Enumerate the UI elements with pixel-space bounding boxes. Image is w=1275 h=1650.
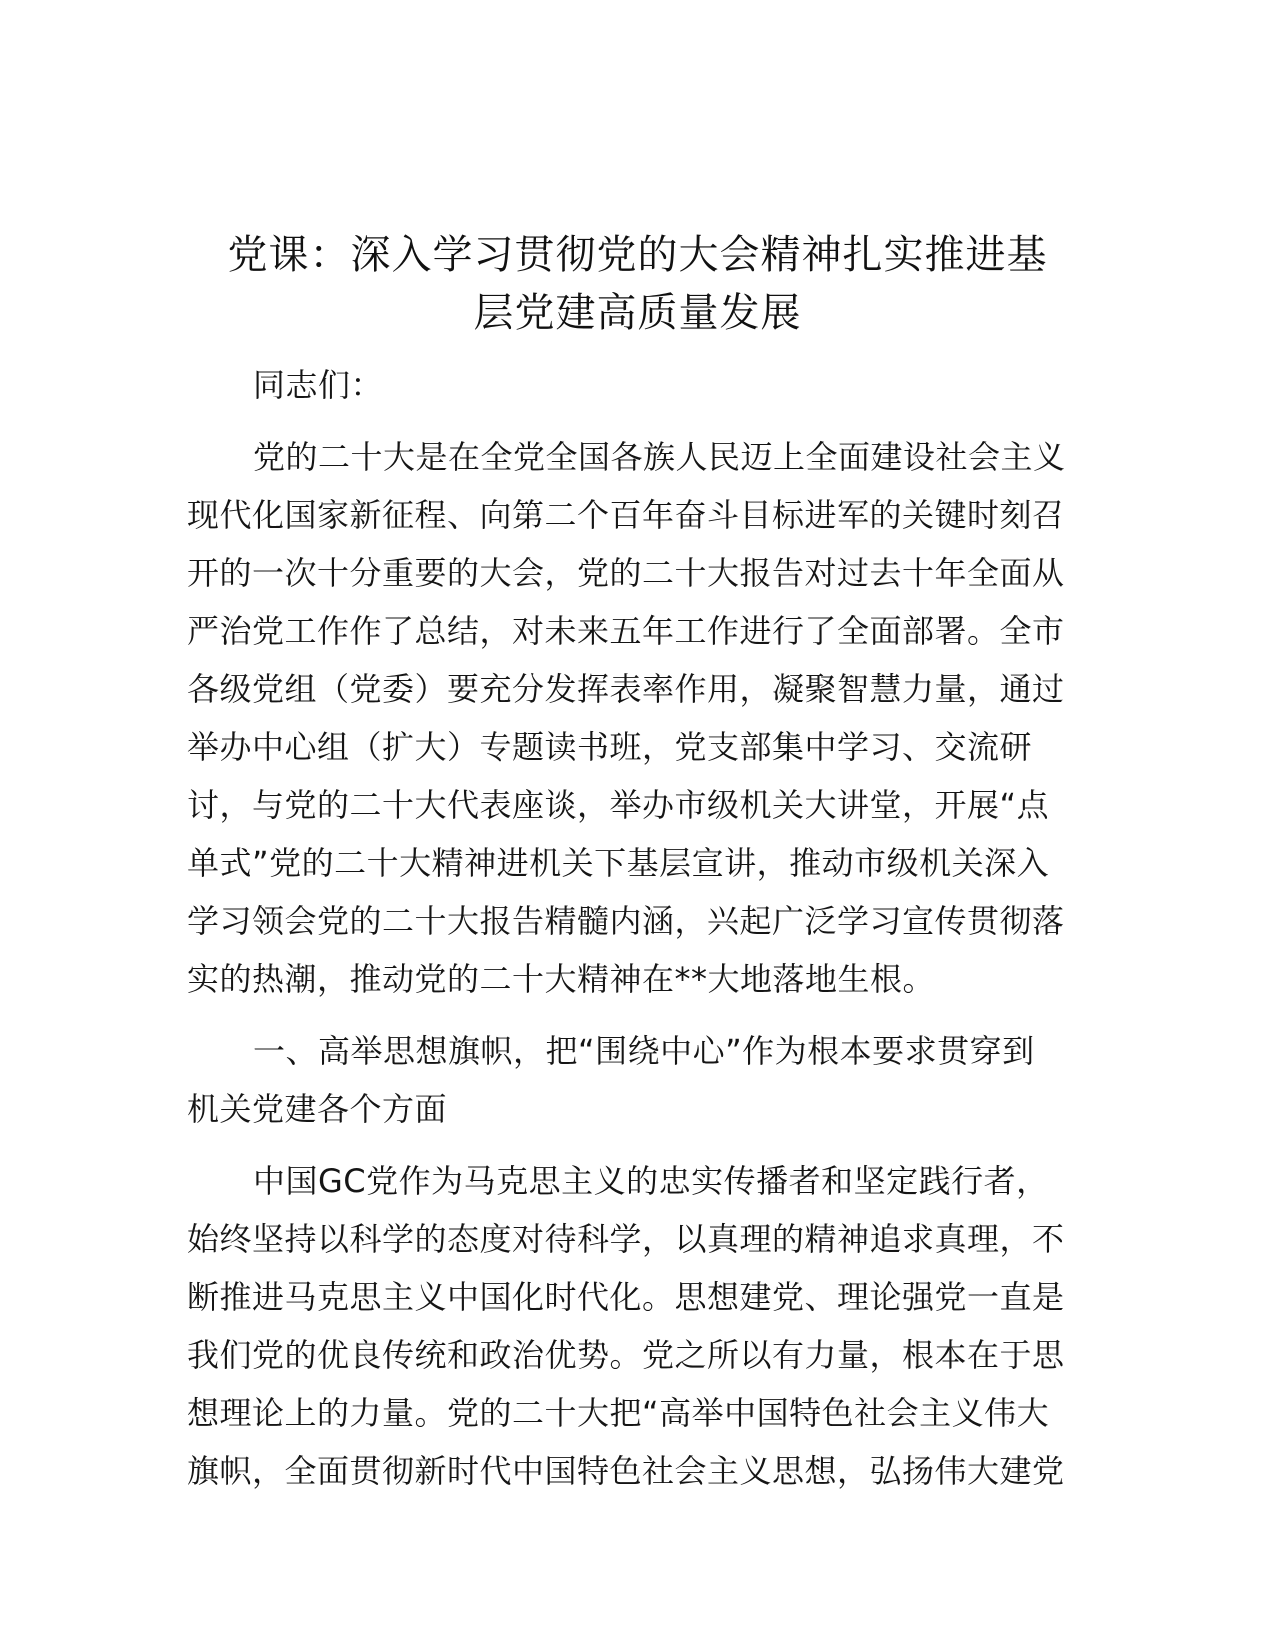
paragraph-line: 举办中心组（扩大）专题读书班，党支部集中学习、交流研: [187, 728, 1033, 766]
paragraph-line: 各级党组（党委）要充分发挥表率作用，凝聚智慧力量，通过: [187, 670, 1065, 708]
title-line: 层党建高质量发展: [473, 290, 802, 336]
paragraph-line: 想理论上的力量。党的二十大把“高举中国特色社会主义伟大: [187, 1394, 1050, 1432]
paragraph-line: 开的一次十分重要的大会，党的二十大报告对过去十年全面从: [187, 554, 1065, 592]
document-body: [187, 356, 1087, 1514]
heading-line: 机关党建各个方面: [187, 1090, 448, 1128]
paragraph-line: 现代化国家新征程、向第二个百年奋斗目标进军的关键时刻召: [187, 496, 1065, 534]
section-heading-1: [187, 1022, 1087, 1138]
greeting-paragraph: [187, 356, 1087, 414]
paragraph-line: 断推进马克思主义中国化时代化。思想建党、理论强党一直是: [187, 1278, 1065, 1316]
greeting-line: 同志们：: [253, 366, 384, 404]
paragraph-line: 单式”党的二十大精神进机关下基层宣讲，推动市级机关深入: [187, 844, 1050, 882]
document-title: [160, 226, 1115, 342]
body-paragraph-2: [187, 1152, 1087, 1500]
heading-line: 一、高举思想旗帜，把“围绕中心”作为根本要求贯穿到: [253, 1032, 1035, 1070]
paragraph-line: 讨，与党的二十大代表座谈，举办市级机关大讲堂，开展“点: [187, 786, 1050, 824]
paragraph-line: 始终坚持以科学的态度对待科学，以真理的精神追求真理，不: [187, 1220, 1065, 1258]
paragraph-line: 旗帜，全面贯彻新时代中国特色社会主义思想，弘扬伟大建党: [187, 1452, 1065, 1490]
paragraph-line: 我们党的优良传统和政治优势。党之所以有力量，根本在于思: [187, 1336, 1065, 1374]
paragraph-line: 学习领会党的二十大报告精髓内涵，兴起广泛学习宣传贯彻落: [187, 902, 1065, 940]
paragraph-line: 实的热潮，推动党的二十大精神在**大地落地生根。: [187, 960, 936, 998]
paragraph-line: 党的二十大是在全党全国各族人民迈上全面建设社会主义: [253, 438, 1066, 476]
paragraph-line: 严治党工作作了总结，对未来五年工作进行了全面部署。全市: [187, 612, 1065, 650]
paragraph-line: 中国GC党作为马克思主义的忠实传播者和坚定践行者，: [253, 1162, 1049, 1200]
body-paragraph-1: [187, 428, 1087, 1008]
title-line: 党课：深入学习贯彻党的大会精神扎实推进基: [227, 232, 1048, 278]
